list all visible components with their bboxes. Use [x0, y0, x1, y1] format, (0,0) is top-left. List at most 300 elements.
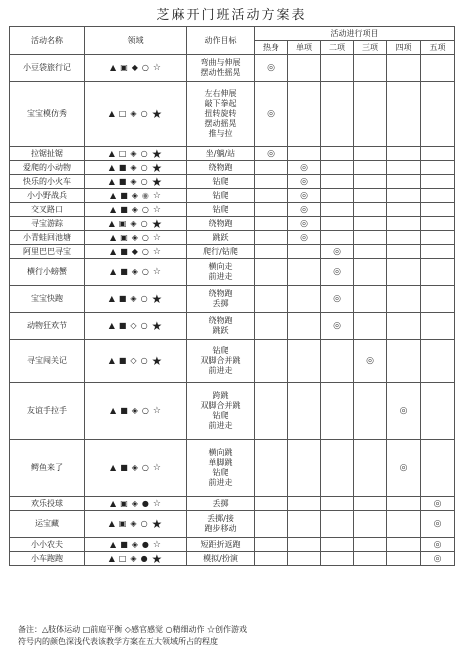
domain-symbol: ■ — [120, 246, 128, 256]
domain-symbol: ○ — [141, 63, 149, 72]
table-row — [10, 161, 455, 175]
stage-cell — [421, 175, 455, 189]
stage-cell — [387, 552, 421, 566]
stage-cell — [387, 340, 421, 383]
domain-symbol: ◈ — [130, 148, 137, 158]
goal-line: 钻爬 — [212, 346, 229, 355]
goal-line: 单脚跳 — [208, 458, 233, 467]
goal-cell — [187, 497, 255, 511]
goal-line: 钻爬 — [212, 468, 229, 477]
domain-symbol: □ — [118, 553, 127, 563]
goal-cell — [187, 511, 255, 538]
stage-cell — [321, 175, 354, 189]
domain-symbol: ■ — [118, 294, 127, 303]
domain-symbol: ▲ — [110, 463, 117, 472]
header-stage: 热身 — [255, 41, 288, 55]
stage-cell — [255, 538, 288, 552]
stage-cell — [288, 497, 321, 511]
table-row — [10, 383, 455, 440]
stage-cell — [354, 147, 387, 161]
goal-line: 钻爬 — [212, 190, 229, 200]
stage-cell — [421, 259, 455, 286]
stage-cell — [321, 552, 354, 566]
activity-name: 拉锯扯锯 — [10, 147, 85, 161]
domain-symbol: ▲ — [110, 498, 117, 508]
domain-symbol: ■ — [118, 321, 127, 330]
goal-line: 前进走 — [208, 478, 233, 487]
domain-symbol: ▲ — [108, 176, 115, 186]
stage-cell — [288, 82, 321, 147]
domain-symbol: ★ — [151, 216, 163, 231]
stage-cell — [255, 245, 288, 259]
stage-cell — [387, 245, 421, 259]
goal-line: 双脚合并跳 — [200, 401, 241, 410]
goal-cell — [187, 245, 255, 259]
stage-cell — [387, 497, 421, 511]
activity-name: 爱爬的小动物 — [10, 161, 85, 175]
stage-cell — [354, 161, 387, 175]
goal-line: 摆动摇晃 — [204, 119, 237, 128]
goal-line: 跳跃 — [212, 326, 229, 335]
stage-cell — [255, 286, 288, 313]
stage-cell — [387, 161, 421, 175]
goal-line: 绕物跑 — [208, 289, 233, 298]
stage-cell — [321, 259, 354, 286]
stage-cell — [321, 217, 354, 231]
domain-symbol: ▲ — [110, 246, 117, 256]
stage-cell — [387, 55, 421, 82]
stage-cell — [421, 340, 455, 383]
stage-cell — [255, 552, 288, 566]
stage-cell — [321, 245, 354, 259]
stage-cell — [288, 313, 321, 340]
domain-symbol: ▣ — [120, 232, 128, 242]
table-row — [10, 189, 455, 203]
stage-cell — [421, 440, 455, 497]
domain-symbol: ★ — [151, 319, 163, 333]
goal-cell — [187, 189, 255, 203]
stage-mark-icon: ◎ — [300, 204, 308, 215]
goal-line: 短距折返跑 — [200, 539, 241, 549]
stage-cell — [288, 538, 321, 552]
stage-cell — [387, 189, 421, 203]
goal-line: 摆动性摇晃 — [200, 68, 241, 77]
domain-symbol: ▲ — [110, 190, 117, 200]
domain-symbols — [85, 552, 187, 566]
domain-symbol: ● — [141, 539, 149, 549]
stage-cell — [321, 82, 354, 147]
domain-symbol: □ — [118, 148, 127, 158]
domain-symbol: ★ — [151, 292, 163, 306]
stage-cell — [288, 259, 321, 286]
stage-mark-icon: ◎ — [433, 519, 442, 529]
goal-line: 横向跳 — [208, 448, 233, 457]
domain-symbol: ■ — [118, 176, 127, 186]
stage-mark-icon: ◎ — [333, 321, 341, 331]
table-row — [10, 552, 455, 566]
stage-cell — [421, 538, 455, 552]
stage-cell — [288, 189, 321, 203]
domain-symbol: ○ — [140, 519, 148, 528]
stage-cell — [387, 383, 421, 440]
domain-symbols — [85, 82, 187, 147]
domain-symbol: ◈ — [131, 190, 138, 200]
table-row — [10, 259, 455, 286]
activity-name: 阿里巴巴寻宝 — [10, 245, 85, 259]
stage-cell — [321, 161, 354, 175]
domain-symbol: ◈ — [130, 294, 137, 303]
header-domain: 领域 — [85, 27, 187, 55]
stage-cell — [387, 147, 421, 161]
goal-line: 左右伸展 — [204, 89, 237, 98]
domain-symbol: ▣ — [118, 218, 127, 228]
stage-cell — [321, 286, 354, 313]
goal-cell — [187, 313, 255, 340]
stage-mark-icon: ◎ — [333, 294, 341, 304]
shade-note: 符号内的颜色深浅代表该教学方案在五大领域所占的程度 — [18, 637, 218, 646]
goal-cell — [187, 175, 255, 189]
domain-symbol: ■ — [120, 539, 128, 549]
activity-name: 宝宝模仿秀 — [10, 82, 85, 147]
stage-cell — [288, 440, 321, 497]
domain-symbol: ▲ — [108, 148, 115, 158]
stage-cell — [255, 55, 288, 82]
stage-cell — [387, 82, 421, 147]
goal-cell — [187, 286, 255, 313]
header-name: 活动名称 — [10, 27, 85, 55]
stage-mark-icon: ◎ — [399, 463, 408, 473]
stage-cell — [354, 259, 387, 286]
domain-symbol: ▲ — [110, 63, 117, 72]
table-body — [10, 55, 455, 566]
stage-cell — [421, 286, 455, 313]
domain-symbol: ★ — [151, 517, 163, 531]
goal-cell — [187, 340, 255, 383]
stage-cell — [255, 340, 288, 383]
stage-cell — [354, 552, 387, 566]
stage-cell — [321, 55, 354, 82]
page-title: 芝麻开门班活动方案表 — [156, 8, 307, 23]
goal-line: 跳跃 — [212, 232, 229, 242]
stage-cell — [321, 340, 354, 383]
goal-line: 扭转旋转 — [204, 109, 237, 118]
stage-cell — [354, 313, 387, 340]
domain-symbol: ◈ — [131, 267, 138, 276]
domain-symbol: ○ — [140, 218, 148, 228]
goal-line: 横向走 — [208, 262, 233, 271]
stage-cell — [255, 313, 288, 340]
stage-cell — [255, 203, 288, 217]
domain-symbol: ★ — [151, 146, 163, 161]
stage-cell — [255, 189, 288, 203]
goal-line: 丢掷 — [212, 299, 229, 308]
goal-line: 钻爬 — [212, 204, 229, 214]
stage-cell — [321, 313, 354, 340]
activity-name: 寻宝闯关记 — [10, 340, 85, 383]
domain-symbol: ▲ — [110, 406, 117, 415]
stage-mark-icon: ◎ — [433, 553, 442, 564]
domain-symbol: ◈ — [130, 176, 137, 186]
stage-mark-icon: ◎ — [333, 246, 341, 257]
stage-cell — [387, 259, 421, 286]
stage-cell — [321, 383, 354, 440]
domain-symbol: ◈ — [130, 519, 137, 528]
stage-cell — [421, 55, 455, 82]
domain-symbol: ☆ — [152, 246, 161, 257]
goal-cell — [187, 552, 255, 566]
domain-symbol: ★ — [151, 354, 163, 368]
goal-cell — [187, 161, 255, 175]
stage-cell — [288, 286, 321, 313]
header-stage: 三项 — [354, 41, 387, 55]
domain-symbols — [85, 55, 187, 82]
stage-cell — [354, 538, 387, 552]
domain-symbol: ○ — [141, 246, 149, 256]
header-stage: 四项 — [387, 41, 421, 55]
stage-cell — [421, 383, 455, 440]
stage-cell — [288, 511, 321, 538]
domain-symbol: ◆ — [131, 246, 138, 256]
stage-cell — [288, 147, 321, 161]
domain-symbol: ◇ — [130, 356, 137, 365]
domain-symbol: ★ — [151, 107, 163, 121]
stage-cell — [421, 189, 455, 203]
stage-mark-icon: ◎ — [399, 406, 408, 416]
domain-symbol: ☆ — [152, 232, 161, 243]
stage-cell — [321, 231, 354, 245]
stage-cell — [421, 511, 455, 538]
activity-name: 小青蛙回池塘 — [10, 231, 85, 245]
domain-symbol: ◇ — [130, 321, 137, 330]
stage-cell — [421, 552, 455, 566]
domain-symbol: ○ — [141, 267, 149, 276]
stage-cell — [288, 161, 321, 175]
domain-symbol: ○ — [140, 148, 148, 158]
stage-cell — [354, 286, 387, 313]
stage-cell — [387, 175, 421, 189]
goal-line: 绕物跑 — [208, 218, 233, 228]
domain-symbol: ▣ — [118, 519, 127, 528]
stage-mark-icon: ◎ — [267, 148, 275, 159]
table-row — [10, 245, 455, 259]
goal-line: 丢掷 — [212, 498, 229, 508]
domain-symbols — [85, 161, 187, 175]
domain-symbol: ○ — [140, 176, 148, 186]
header-stage: 五项 — [421, 41, 455, 55]
stage-cell — [354, 511, 387, 538]
domain-symbol: ○ — [141, 463, 149, 472]
goal-cell — [187, 231, 255, 245]
activity-name: 欢乐投球 — [10, 497, 85, 511]
domain-symbols — [85, 245, 187, 259]
goal-line: 钻爬 — [212, 411, 229, 420]
goal-line: 钻爬 — [212, 176, 229, 186]
domain-symbol: ◈ — [130, 109, 137, 118]
stage-mark-icon: ◎ — [433, 498, 442, 509]
domain-symbols — [85, 511, 187, 538]
goal-line: 双脚合并跳 — [200, 356, 241, 365]
stage-cell — [288, 217, 321, 231]
stage-cell — [387, 286, 421, 313]
stage-cell — [421, 245, 455, 259]
header-stage: 单项 — [288, 41, 321, 55]
stage-mark-icon: ◎ — [433, 539, 442, 550]
domain-symbol: ◈ — [131, 204, 138, 214]
stage-cell — [387, 217, 421, 231]
stage-cell — [387, 440, 421, 497]
domain-symbol: ▲ — [108, 218, 115, 228]
stage-mark-icon: ◎ — [333, 267, 341, 277]
domain-symbol: ■ — [118, 356, 127, 365]
domain-symbol: ○ — [141, 406, 149, 415]
stage-cell — [354, 217, 387, 231]
goal-cell — [187, 217, 255, 231]
stage-cell — [288, 340, 321, 383]
domain-symbols — [85, 147, 187, 161]
goal-line: 绕物跑 — [208, 316, 233, 325]
domain-symbol: ▲ — [110, 539, 117, 549]
table-row — [10, 231, 455, 245]
activity-name: 快乐的小火车 — [10, 175, 85, 189]
domain-symbol: ☆ — [152, 539, 161, 550]
stage-cell — [288, 231, 321, 245]
domain-symbol: ◈ — [130, 162, 137, 172]
table-row — [10, 82, 455, 147]
stage-cell — [288, 55, 321, 82]
domain-symbol: ★ — [151, 174, 163, 189]
stage-cell — [421, 313, 455, 340]
stage-mark-icon: ◎ — [300, 176, 308, 187]
goal-line: 绕物跑 — [208, 162, 233, 172]
domain-symbol: ▲ — [108, 519, 115, 528]
table-row — [10, 313, 455, 340]
stage-cell — [421, 147, 455, 161]
domain-symbols — [85, 497, 187, 511]
goal-line: 丢掷/接 — [207, 514, 234, 523]
domain-symbol: ■ — [118, 162, 127, 172]
domain-symbol: ▲ — [110, 232, 117, 242]
domain-symbol: ▲ — [108, 356, 115, 365]
stage-cell — [255, 383, 288, 440]
stage-cell — [321, 511, 354, 538]
stage-cell — [321, 497, 354, 511]
goal-cell — [187, 259, 255, 286]
stage-cell — [255, 175, 288, 189]
domain-symbol: ◈ — [130, 553, 137, 563]
domain-symbol: ▣ — [120, 63, 128, 72]
goal-line: 爬行/钻爬 — [203, 246, 238, 256]
domain-symbol: ○ — [140, 109, 148, 118]
stage-cell — [321, 538, 354, 552]
activity-name: 小小农夫 — [10, 538, 85, 552]
notes — [18, 624, 458, 648]
activity-name: 小小野战兵 — [10, 189, 85, 203]
stage-cell — [288, 383, 321, 440]
stage-cell — [321, 203, 354, 217]
domain-symbol: ◈ — [131, 498, 138, 508]
goal-cell — [187, 538, 255, 552]
table-row — [10, 440, 455, 497]
domain-symbol: ○ — [141, 232, 149, 242]
stage-cell — [255, 440, 288, 497]
table-row — [10, 175, 455, 189]
stage-cell — [255, 231, 288, 245]
header-progress: 活动进行项目 — [255, 27, 455, 41]
stage-cell — [354, 245, 387, 259]
stage-cell — [354, 55, 387, 82]
activity-name: 动物狂欢节 — [10, 313, 85, 340]
activity-name: 友谊手拉手 — [10, 383, 85, 440]
goal-line: 推与拉 — [208, 129, 233, 138]
table-row — [10, 55, 455, 82]
domain-symbol: ○ — [141, 204, 149, 214]
stage-cell — [421, 217, 455, 231]
domain-symbol: ○ — [140, 162, 148, 172]
domain-symbol: ○ — [140, 356, 148, 365]
domain-symbol: ☆ — [152, 190, 161, 201]
domain-symbol: ■ — [120, 190, 128, 200]
domain-symbol: ■ — [120, 267, 128, 276]
domain-symbol: ▲ — [110, 267, 117, 276]
stage-cell — [354, 440, 387, 497]
domain-symbol: ▲ — [108, 162, 115, 172]
domain-symbol: ◈ — [131, 539, 138, 549]
stage-mark-icon: ◎ — [366, 356, 374, 366]
domain-symbol: ○ — [140, 294, 148, 303]
stage-cell — [354, 340, 387, 383]
domain-symbol: ▣ — [120, 498, 128, 508]
domain-symbol: ▲ — [108, 294, 115, 303]
domain-symbol: ☆ — [152, 463, 161, 473]
domain-symbols — [85, 313, 187, 340]
stage-cell — [321, 440, 354, 497]
domain-symbol: ■ — [120, 463, 128, 472]
table-row — [10, 217, 455, 231]
goal-cell — [187, 440, 255, 497]
domain-symbol: ▲ — [108, 321, 115, 330]
stage-cell — [421, 497, 455, 511]
stage-cell — [354, 203, 387, 217]
goal-line: 弯曲与伸展 — [200, 58, 241, 67]
domain-symbols — [85, 217, 187, 231]
stage-cell — [421, 231, 455, 245]
stage-cell — [255, 511, 288, 538]
stage-cell — [288, 203, 321, 217]
stage-mark-icon: ◎ — [300, 218, 308, 229]
activity-name: 宝宝快跑 — [10, 286, 85, 313]
stage-cell — [421, 82, 455, 147]
domain-symbol: ◈ — [131, 406, 138, 415]
domain-symbol: ◈ — [130, 218, 137, 228]
domain-symbols — [85, 340, 187, 383]
table-row — [10, 511, 455, 538]
stage-mark-icon: ◎ — [300, 232, 308, 243]
table-row — [10, 147, 455, 161]
stage-cell — [354, 189, 387, 203]
stage-cell — [421, 203, 455, 217]
table-row — [10, 286, 455, 313]
goal-line: 前进走 — [208, 421, 233, 430]
domain-symbol: ☆ — [152, 406, 161, 416]
stage-cell — [387, 538, 421, 552]
goal-cell — [187, 147, 255, 161]
stage-cell — [421, 161, 455, 175]
domain-symbols — [85, 259, 187, 286]
domain-symbol: ◉ — [141, 190, 149, 200]
domain-symbol: □ — [118, 109, 127, 118]
stage-cell — [255, 217, 288, 231]
goal-line: 模拟/扮演 — [203, 553, 238, 563]
